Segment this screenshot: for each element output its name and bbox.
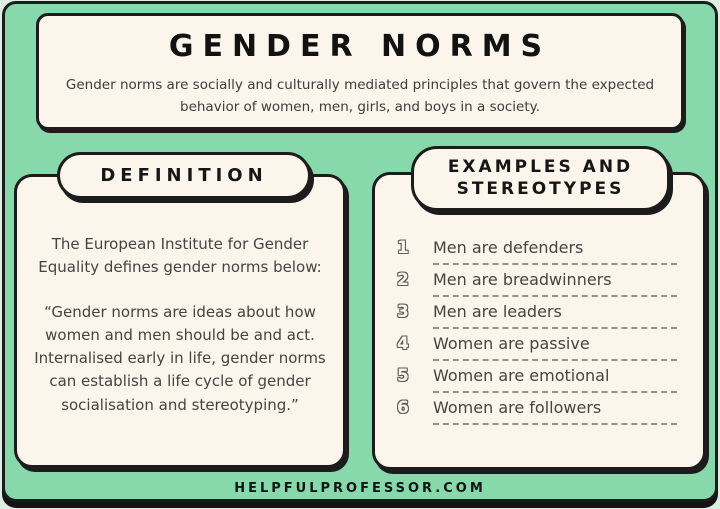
definition-heading: DEFINITION — [100, 165, 268, 186]
examples-heading: EXAMPLES AND STEREOTYPES — [447, 157, 634, 199]
examples-heading-pill — [411, 146, 670, 211]
item-text: Women are passive — [433, 334, 677, 361]
list-item — [375, 329, 703, 361]
item-text: Men are leaders — [433, 302, 677, 329]
item-text: Men are defenders — [433, 238, 677, 265]
item-text: Men are breadwinners — [433, 270, 677, 297]
item-number: 4 — [397, 334, 409, 354]
definition-heading-pill — [57, 152, 311, 199]
item-number: 1 — [397, 238, 409, 258]
list-item — [375, 265, 703, 297]
list-item — [375, 297, 703, 329]
item-text: Women are emotional — [433, 366, 677, 393]
page-subtitle: Gender norms are socially and culturally mediated principles that govern the expected behavior of women, men, girls, and boys in a society. — [65, 77, 655, 116]
page-title: GENDER NORMS — [168, 29, 552, 64]
list-item — [375, 393, 703, 425]
examples-box — [372, 172, 706, 470]
definition-box — [14, 174, 346, 468]
list-item — [375, 233, 703, 265]
title-box — [36, 13, 684, 130]
website-footer: HELPFULPROFESSOR.COM — [234, 481, 486, 496]
item-number: 6 — [397, 398, 409, 418]
item-number: 2 — [397, 270, 409, 290]
definition-quote: “Gender norms are ideas about how women and men should be and act. Internalised early in life, gender norms can establish a life cycle of gender socialisation and stereotyping.” — [34, 302, 326, 414]
item-text: Women are followers — [433, 398, 677, 425]
item-number: 5 — [397, 366, 409, 386]
item-number: 3 — [397, 302, 409, 322]
list-item — [375, 361, 703, 393]
definition-intro: The European Institute for Gender Equality defines gender norms below: — [38, 235, 322, 277]
